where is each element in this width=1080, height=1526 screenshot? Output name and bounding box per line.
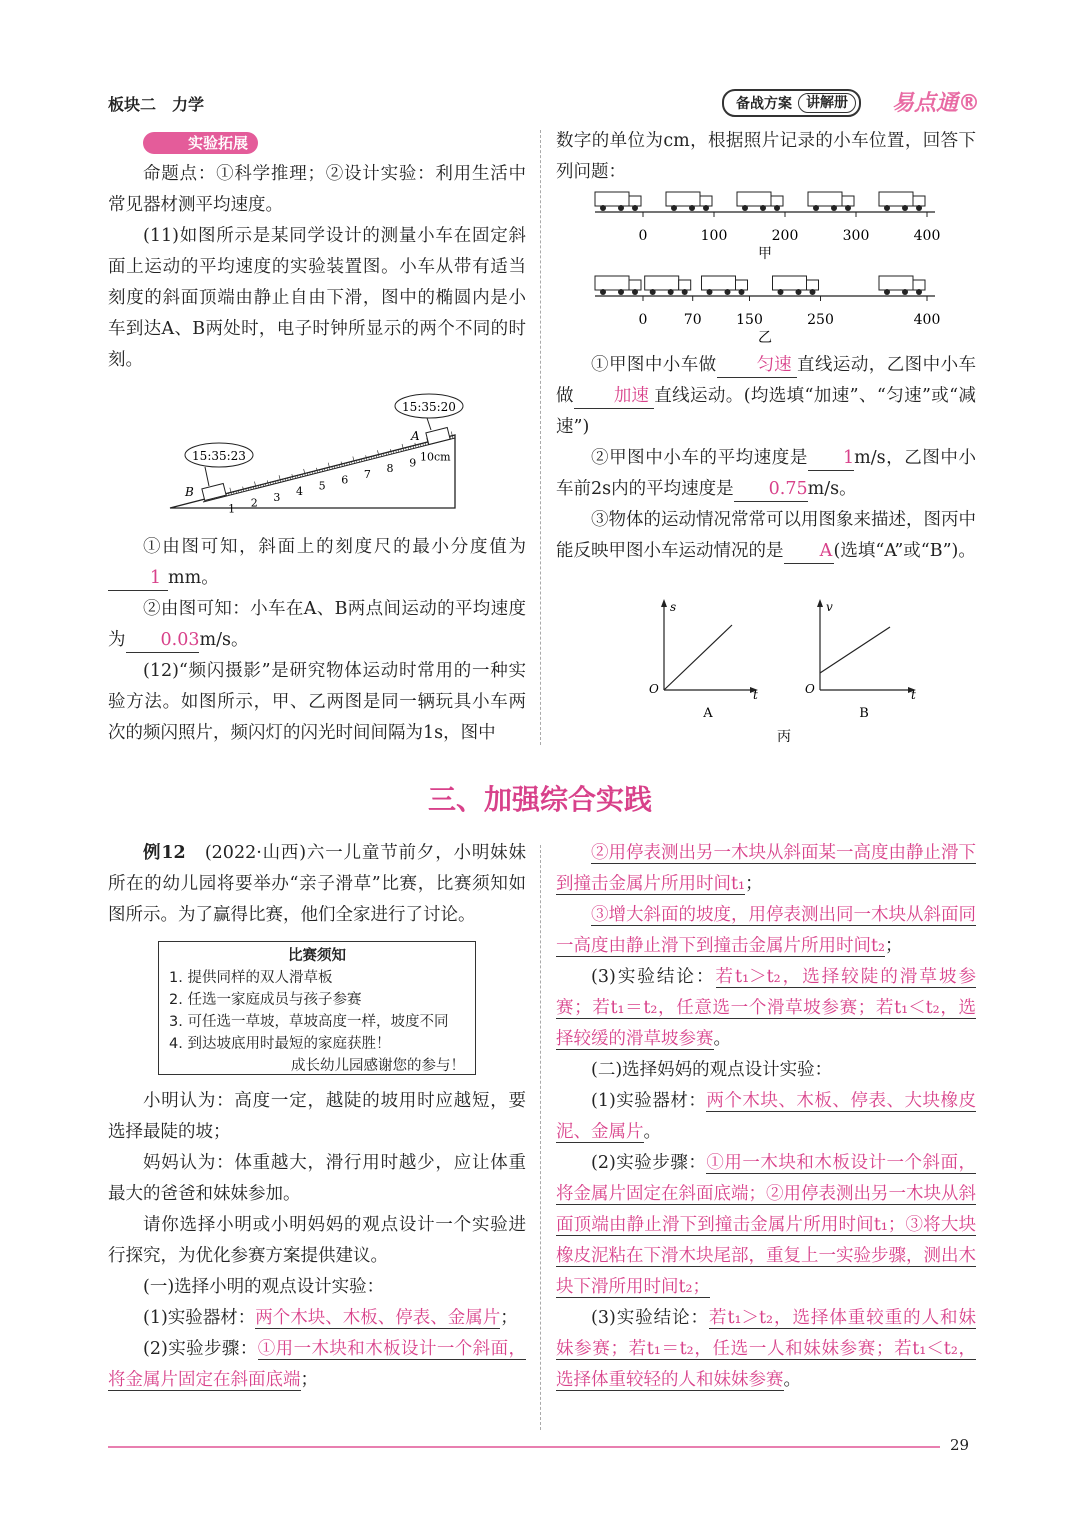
toy-car — [808, 192, 854, 211]
answer-steps-1: ①用一木块和木板设计一个斜面，将金属片固定在斜面底端 — [108, 1339, 526, 1390]
example-right-column: ②用停表测出另一木块从斜面某一高度由静止滑下到撞击金属片所用时间t₁； ③增大斜面的坡度，用停表测出同一木块从斜面同一高度由静止滑下到撞击金属片所用时间t₂； (3)实验结论：若t₁＞t₂，选择较陡的滑草坡参赛；若t₁＝t₂，任意选一个滑草坡参赛；若t₁＜t₂，选择较缓的滑草坡参赛。 (二)选择妈妈的观点设计实验： (1)实验器材：两个木块、木板、停表、大块橡皮泥、金属片。 (2)实验步骤：①用一木块和木板设计一个斜面，将金属片固定在斜面底端；②用停表测出另一木块从斜面顶端由静止滑下到撞击金属片所用时间t₁；③将大块橡皮泥粘在下滑木块尾部，重复上一实验步骤，测出木块下滑所用时间t₂； (3)实验结论：若t₁＞t₂，选择体重较重的人和妹妹参赛；若t₁＝t₂，任选一人和妹妹参赛；若t₁＜t₂，选择体重较轻的人和妹妹参赛。 — [556, 843, 977, 1390]
ruler-label: 3 — [273, 490, 281, 504]
ruler-tick — [377, 450, 379, 457]
flash-photo-figure — [585, 186, 945, 346]
notice-item: 3. 可任选一草坡，草坡高度一样，坡度不同 — [169, 1014, 449, 1030]
answer-graph: A — [784, 539, 834, 564]
ruler-tick — [254, 482, 256, 489]
step-label: (1)实验器材： — [591, 1091, 707, 1111]
header-pill — [722, 89, 861, 117]
clock-a-text: 15:35:20 — [402, 400, 456, 414]
toy-car — [879, 276, 925, 295]
ruler-label: 9 — [409, 456, 417, 470]
ticks-yi — [639, 296, 941, 328]
notice-item: 4. 到达坡底用时最短的家庭获胜！ — [169, 1036, 391, 1052]
clock-a-pointer — [427, 418, 431, 430]
toy-car — [702, 276, 748, 295]
ruler-label: 4 — [296, 485, 304, 498]
ruler-label: 2 — [250, 496, 258, 510]
ruler-label: 8 — [386, 462, 394, 475]
answer-step-r1: ②用停表测出另一木块从斜面某一高度由静止滑下到撞击金属片所用时间t₁ — [556, 843, 976, 894]
q2-unit: m/s。 — [199, 630, 249, 650]
column-divider — [540, 130, 541, 745]
ruler-tick — [304, 469, 306, 476]
notice-title: 比赛须知 — [288, 948, 346, 964]
q1-unit: mm。 — [168, 568, 219, 588]
graph-a-line — [664, 625, 732, 690]
ruler-tick — [328, 463, 330, 470]
toy-car — [595, 276, 641, 295]
notice-item: 2. 任选一家庭成员与孩子参赛 — [169, 992, 362, 1008]
ruler-tick — [230, 488, 232, 495]
graph-b-x-label: t — [911, 688, 916, 702]
answer-speed-jia: 1 — [808, 446, 854, 471]
ruler-label: 10cm — [420, 450, 451, 464]
ruler-tick — [353, 457, 355, 464]
section-header: 板块二 力学 — [108, 95, 205, 114]
clock-b-pointer — [205, 467, 209, 486]
answer-equipment-2: 两个木块、木板、停表、大块橡皮泥、金属片 — [556, 1091, 977, 1142]
q-text: ①甲图中小车做 — [591, 355, 717, 375]
q2-text: ②由图可知：小车在A、B两点间运动的平均速度为 — [108, 599, 526, 650]
graph-figure-bing — [640, 595, 940, 747]
answer-conclusion-2: 若t₁＞t₂，选择体重较重的人和妹妹参赛；若t₁＝t₂，任选一人和妹妹参赛；若t₁＜t₂，选择体重较轻的人和妹妹参赛 — [556, 1308, 976, 1390]
ruler-tick — [402, 444, 404, 451]
paragraph: 小明认为：高度一定，越陡的坡用时应越短，要选择最陡的坡； — [108, 1091, 526, 1142]
q-text: ②甲图中小车的平均速度是 — [591, 448, 808, 468]
answer-accel: 加速 — [574, 384, 654, 409]
example-label: 例12 — [143, 843, 186, 863]
example-intro: 六一儿童节前夕，小明妹妹所在的幼儿园将要举办“亲子滑草”比赛，比赛须知如图所示。为了赢得比赛，他们全家进行了讨论。 — [108, 843, 526, 925]
toy-car — [773, 276, 819, 295]
answer-equipment-1: 两个木块、木板、停表、金属片 — [255, 1308, 501, 1328]
q-text: 直线运动。(均选填“加速”、“匀速”或“减速”) — [556, 386, 977, 437]
paragraph: (11)如图所示是某同学设计的测量小车在固定斜面上运动的平均速度的实验装置图。小车从带有适当刻度的斜面顶端由静止自由下滑，图中的椭圆内是小车到达A、B两处时，电子时钟所显示的两个不同的时刻。 — [108, 226, 526, 370]
ruler-tick — [279, 475, 281, 482]
car-b — [202, 484, 226, 501]
paragraph: (二)选择妈妈的观点设计实验： — [591, 1060, 833, 1080]
step-label: (3)实验结论： — [591, 967, 716, 987]
q-text: (选填“A”或“B”)。 — [833, 541, 976, 561]
q-text: 直线运动，乙图中小车做 — [556, 355, 977, 406]
pill-left-label: 备战方案 — [736, 96, 792, 112]
cars-yi — [595, 276, 925, 295]
paragraph: 妈妈认为：体重越大，滑行用时越少，应让体重最大的爸爸和妹妹参加。 — [108, 1153, 526, 1204]
yi-label: 乙 — [758, 330, 772, 346]
graph-b-name: B — [859, 706, 869, 721]
toy-car — [666, 192, 712, 211]
point-b-label: B — [185, 485, 194, 499]
bing-label: 丙 — [777, 729, 791, 745]
answer-uniform: 匀速 — [717, 353, 797, 378]
graph-b-y-arrow — [817, 599, 823, 607]
toy-car — [737, 192, 783, 211]
answer-steps-2: ①用一木块和木板设计一个斜面，将金属片固定在斜面底端；②用停表测出另一木块从斜面顶端由静止滑下到撞击金属片所用时间t₁；③将大块橡皮泥粘在下滑木块尾部，重复上一实验步骤，测出木块下滑所用时间t₂； — [556, 1153, 977, 1297]
q-text: m/s，乙图中小车前2s内的平均速度是 — [556, 448, 977, 499]
cars-jia — [595, 192, 925, 211]
ruler-labels — [228, 451, 451, 516]
graph-a-y-label: s — [670, 600, 677, 614]
track-tick-label: 150 — [736, 312, 763, 328]
q2-answer: 0.03 — [126, 628, 200, 653]
track-tick-label: 70 — [683, 312, 702, 328]
track-tick-label: 400 — [913, 228, 941, 244]
paragraph: 命题点：①科学推理；②设计实验：利用生活中常见器材测平均速度。 — [108, 164, 526, 215]
step-label: (3)实验结论： — [591, 1308, 709, 1328]
footer-rule — [108, 1446, 940, 1448]
column-divider — [540, 845, 541, 1430]
toy-car — [595, 192, 641, 211]
jia-label: 甲 — [758, 246, 772, 262]
paragraph: (一)选择小明的观点设计实验： — [143, 1277, 385, 1297]
toy-car — [879, 192, 925, 211]
paragraph: (12)“频闪摄影”是研究物体运动时常用的一种实验方法。如图所示，甲、乙两图是同一辆玩具小车两次的频闪照片，频闪灯的闪光时间间隔为1s，图中 — [108, 661, 526, 743]
track-tick-label: 200 — [771, 228, 799, 244]
graph-a-y-arrow — [661, 599, 667, 607]
ruler-label: 7 — [363, 467, 371, 481]
incline-figure — [165, 390, 465, 530]
notice-item: 1. 提供同样的双人滑草板 — [169, 970, 333, 986]
paragraph: 请你选择小明或小明妈妈的观点设计一个实验进行探究，为优化参赛方案提供建议。 — [108, 1215, 526, 1266]
q1-answer: 1 — [108, 566, 168, 591]
step-label: (2)实验步骤： — [143, 1339, 258, 1359]
ruler-label: 1 — [228, 502, 236, 516]
toy-car — [645, 276, 691, 295]
ticks-jia — [639, 212, 941, 244]
track-tick-label: 0 — [638, 312, 648, 328]
point-a-label: A — [411, 429, 420, 443]
answer-speed-yi: 0.75 — [734, 477, 808, 502]
graph-a-x-label: t — [753, 688, 758, 702]
example-left-column-cont: 小明认为：高度一定，越陡的坡用时应越短，要选择最陡的坡； 妈妈认为：体重越大，滑行用时越少，应让体重最大的爸爸和妹妹参加。 请你选择小明或小明妈妈的观点设计一个实验进行探究，为优化参赛方案提供建议。 (一)选择小明的观点设计实验： (1)实验器材：两个木块、木板、停表、金属片； (2)实验步骤：①用一木块和木板设计一个斜面，将金属片固定在斜面底端； — [108, 1086, 526, 1396]
track-tick-label: 400 — [913, 312, 941, 328]
track-tick-label: 100 — [700, 228, 728, 244]
brand-logo: 易点通® — [892, 91, 981, 116]
track-tick-label: 250 — [807, 312, 834, 328]
ruler-label: 5 — [318, 479, 326, 493]
page-number: 29 — [950, 1436, 970, 1454]
example-left-column — [108, 838, 526, 931]
car-a — [426, 428, 450, 445]
section-title: 三、加强综合实践 — [427, 783, 652, 816]
pill-right-label: 讲解册 — [798, 93, 856, 113]
graph-b-line — [820, 627, 890, 673]
answer-conclusion-1: 若t₁＞t₂，选择较陡的滑草坡参赛；若t₁＝t₂，任意选一个滑草坡参赛；若t₁＜t₂，选择较缓的滑草坡参赛 — [556, 967, 976, 1049]
step-label: (1)实验器材： — [143, 1308, 256, 1328]
step-label: (2)实验步骤： — [591, 1153, 707, 1173]
answer-step-r2: ③增大斜面的坡度，用停表测出同一木块从斜面同一高度由静止滑下到撞击金属片所用时间t₂ — [556, 905, 976, 956]
q1-text: ①由图可知，斜面上的刻度尺的最小分度值为 — [143, 537, 526, 557]
track-tick-label: 300 — [842, 228, 870, 244]
paragraph: 数字的单位为cm，根据照片记录的小车位置，回答下列问题： — [556, 131, 976, 182]
graph-b-y-label: v — [826, 600, 833, 614]
experiment-extension-tag: 实验拓展 — [143, 132, 258, 154]
graph-a-name: A — [703, 706, 713, 721]
graph-a-origin: O — [649, 682, 659, 696]
ruler-label: 6 — [341, 473, 349, 487]
graph-b-origin: O — [805, 682, 815, 696]
q-text: m/s。 — [807, 479, 857, 499]
example-source: (2022·山西) — [204, 843, 307, 863]
competition-notice-box — [158, 941, 476, 1075]
track-tick-label: 0 — [638, 228, 648, 244]
right-column-intro — [556, 126, 976, 188]
clock-b-text: 15:35:23 — [192, 449, 246, 463]
left-column-bottom — [108, 532, 526, 749]
q-text: ③物体的运动情况常常可以用图象来描述，图丙中能反映甲图小车运动情况的是 — [556, 510, 976, 561]
right-column-questions — [556, 350, 976, 567]
left-column-top — [108, 128, 526, 376]
notice-sign: 成长幼儿园感谢您的参与！ — [291, 1058, 465, 1074]
